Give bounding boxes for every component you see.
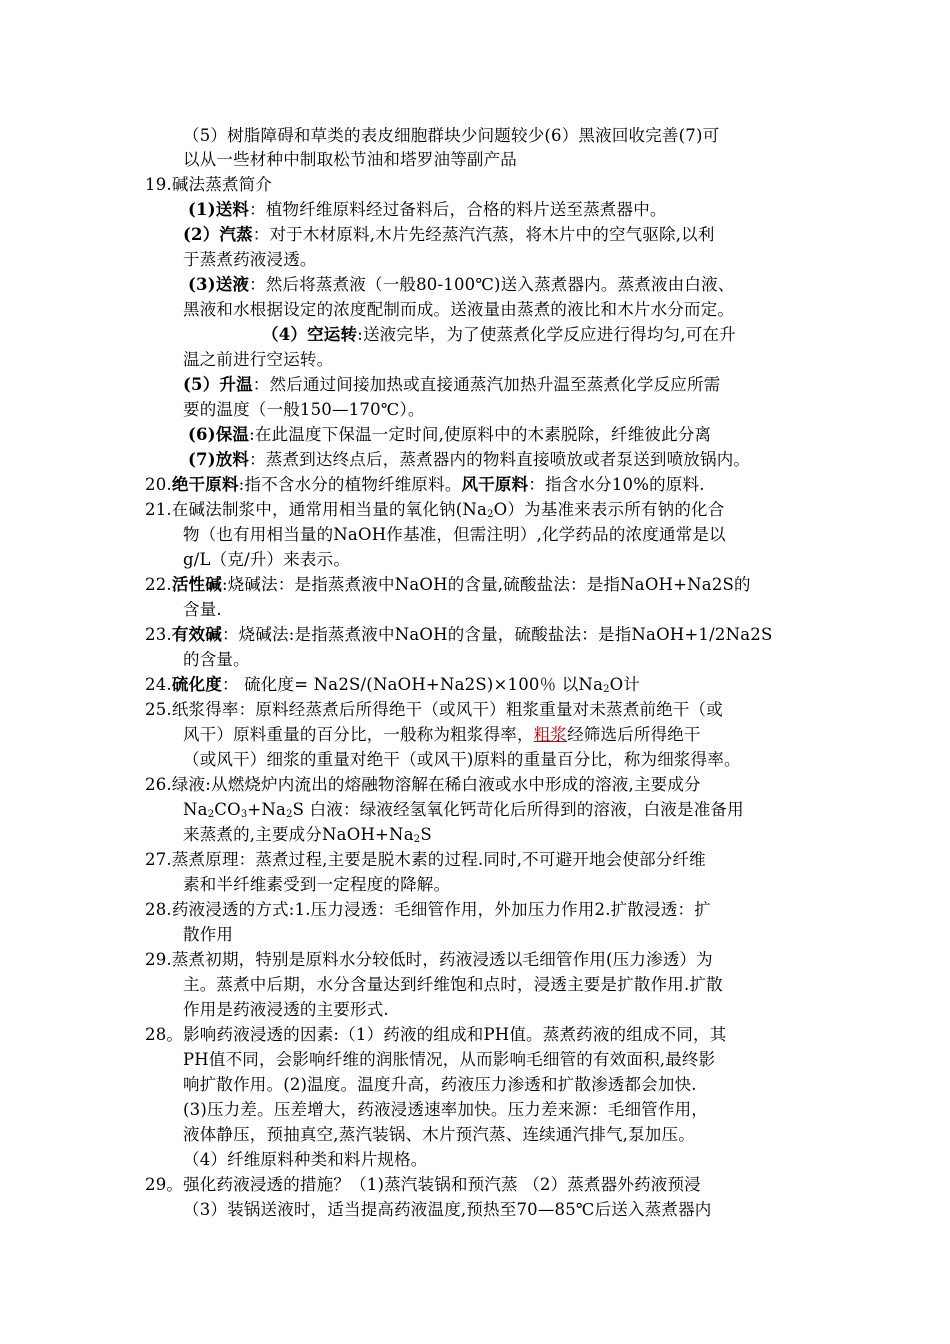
text-line: (3)送液：然后将蒸煮液（一般80-100℃)送入蒸煮器内。蒸煮液由白液、 — [188, 275, 735, 294]
text-line: （4）纤维原料种类和料片规格。 — [183, 1150, 428, 1169]
text-line: 29.蒸煮初期，特别是原料水分较低时，药液浸透以毛细管作用(压力渗透）为 — [145, 950, 713, 969]
text-line: （或风干）细浆的重量对绝干（或风干)原料的重量百分比，称为细浆得率。 — [183, 750, 741, 769]
text-line: （4）空运转:送液完毕，为了使蒸煮化学反应进行得均匀,可在升 — [262, 325, 736, 344]
text-line: 29。强化药液浸透的措施？（1)蒸汽装锅和预汽蒸 （2）蒸煮器外药液预浸 — [145, 1175, 701, 1194]
text-line: (1)送料：植物纤维原料经过备料后，合格的料片送至蒸煮器中。 — [188, 200, 667, 219]
text-line: 19.碱法蒸煮简介 — [145, 175, 273, 194]
text-line: 黑液和水根据设定的浓度配制而成。送液量由蒸煮的液比和木片水分而定。 — [183, 300, 735, 319]
text-line: （3）装锅送液时，适当提高药液温度,预热至70—85℃后送入蒸煮器内 — [183, 1200, 712, 1219]
text-line: 素和半纤维素受到一定程度的降解。 — [183, 875, 451, 894]
text-line: g/L（克/升）来表示。 — [183, 550, 351, 569]
text-line: (5）升温：然后通过间接加热或直接通蒸汽加热升温至蒸煮化学反应所需 — [183, 375, 721, 394]
text-line: 响扩散作用。(2)温度。温度升高，药液压力渗透和扩散渗透都会加快. — [183, 1075, 697, 1094]
text-line: 26.绿液:从燃烧炉内流出的熔融物溶解在稀白液或水中形成的溶液,主要成分 — [145, 775, 701, 794]
text-line: 散作用 — [183, 925, 234, 944]
text-line: 液体静压，预抽真空,蒸汽装锅、木片预汽蒸、连续通汽排气,泵加压。 — [183, 1125, 695, 1144]
text-line: (7)放料：蒸煮到达终点后，蒸煮器内的物料直接喷放或者泵送到喷放锅内。 — [188, 450, 751, 469]
text-line: 21.在碱法制浆中，通常用相当量的氧化钠$(Na_2O)$为基准来表示所有钠的化合 — [145, 500, 725, 520]
text-line: 于蒸煮药液浸透。 — [183, 250, 317, 269]
text-line: (3)压力差。压差增大，药液浸透速率加快。压力差来源：毛细管作用， — [183, 1100, 708, 1119]
text-line: 23.有效碱：烧碱法:是指蒸煮液中NaOH的含量，硫酸盐法：是指NaOH+1/2Na2S — [145, 625, 773, 644]
text-line: 主。蒸煮中后期，水分含量达到纤维饱和点时，浸透主要是扩散作用.扩散 — [183, 975, 723, 994]
text-line: 作用是药液浸透的主要形式. — [183, 1000, 389, 1019]
text-line: 含量. — [183, 600, 222, 619]
link-crude-pulp[interactable]: 粗浆 — [533, 725, 568, 744]
text-line: 22.活性碱:烧碱法：是指蒸煮液中NaOH的含量,硫酸盐法：是指NaOH+Na2S的 — [145, 575, 751, 594]
text-line: 风干）原料重量的百分比，一般称为粗浆得率，粗浆经筛选后所得绝干 — [183, 725, 701, 744]
text-line: 20.绝干原料:指不含水分的植物纤维原料。风干原料：指含水分10%的原料. — [145, 475, 705, 494]
text-line: 的含量。 — [183, 650, 250, 669]
text-line: 27.蒸煮原理：蒸煮过程,主要是脱木素的过程.同时,不可避开地会使部分纤维 — [145, 850, 706, 869]
text-line: 要的温度（一般150—170℃）。 — [183, 400, 425, 419]
text-line: 24.硫化度： 硫化度= Na2S/(NaOH+Na2S)×100％ 以$Na_2O$计 — [145, 675, 641, 695]
text-line: $Na_2CO_3+Na_2S$ 白液：绿液经氢氧化钙苛化后所得到的溶液，白液是准备用 — [183, 800, 744, 820]
text-line: 25.纸浆得率：原料经蒸煮后所得绝干（或风干）粗浆重量对未蒸煮前绝干（或 — [145, 700, 723, 719]
text-line: 以从一些材种中制取松节油和塔罗油等副产品 — [183, 150, 517, 169]
text-line: (6)保温:在此温度下保温一定时间,使原料中的木素脱除，纤维彼此分离 — [188, 425, 712, 444]
text-line: 来蒸煮的,主要成分$NaOH+Na_2S$ — [183, 825, 432, 845]
text-line: 温之前进行空运转。 — [183, 350, 334, 369]
text-line: (2）汽蒸：对于木材原料,木片先经蒸汽汽蒸，将木片中的空气驱除,以利 — [183, 225, 715, 244]
text-line: 物（也有用相当量的NaOH作基准，但需注明）,化学药品的浓度通常是以 — [183, 525, 726, 544]
text-line: 28.药液浸透的方式:1.压力浸透：毛细管作用，外加压力作用2.扩散浸透：扩 — [145, 900, 711, 919]
text-line: 28。影响药液浸透的因素:（1）药液的组成和PH值。蒸煮药液的组成不同，其 — [145, 1025, 727, 1044]
text-line: （5）树脂障碍和草类的表皮细胞群块少问题较少(6）黑液回收完善(7)可 — [183, 126, 720, 145]
text-line: PH值不同，会影响纤维的润胀情况，从而影响毛细管的有效面积,最终影 — [183, 1050, 716, 1069]
